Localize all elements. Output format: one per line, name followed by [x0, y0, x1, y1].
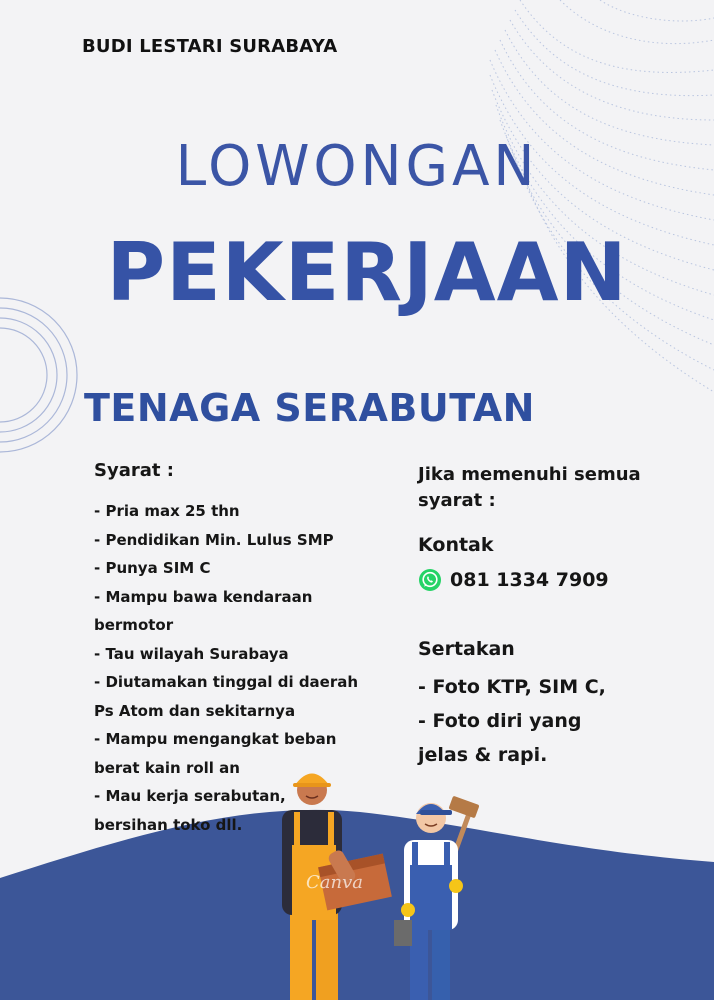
requirement-item: - Tau wilayah Surabaya [94, 644, 289, 663]
canva-watermark: Canva [306, 872, 363, 893]
requirement-item: bersihan toko dll. [94, 815, 243, 834]
requirement-item: - Diutamakan tinggal di daerah [94, 673, 359, 691]
requirements-title: Syarat : [94, 460, 174, 481]
contact-intro: Jika memenuhi semua syarat : [418, 464, 641, 511]
requirement-item: - Mampu mengangkat beban [94, 730, 337, 748]
company-name: BUDI LESTARI SURABAYA [82, 36, 338, 57]
headline-pekerjaan: PEKERJAAN [106, 226, 628, 319]
requirement-item: - Mau kerja serabutan, [94, 787, 286, 805]
phone-number[interactable]: 081 1334 7909 [450, 569, 609, 591]
requirement-item: - Pria max 25 thn [94, 502, 240, 520]
worker-cleaner [394, 796, 480, 1000]
requirement-item: - Punya SIM C [94, 559, 211, 577]
requirement-item: - Mampu bawa kendaraan [94, 587, 313, 606]
headline-lowongan: LOWONGAN [175, 134, 539, 199]
requirement-item: berat kain roll an [94, 758, 240, 777]
concentric-arcs [0, 298, 77, 452]
whatsapp-icon [418, 568, 442, 592]
requirement-item: Ps Atom dan sekitarnya [94, 701, 296, 720]
contact-section [418, 462, 658, 772]
workers-illustration [260, 760, 490, 1000]
attachments-list [418, 670, 658, 772]
requirement-item: bermotor [94, 616, 174, 634]
contact-label: Kontak [418, 534, 494, 556]
phone-row [418, 568, 658, 592]
attachment-item: jelas & rapi. [418, 744, 548, 766]
requirement-item: - Pendidikan Min. Lulus SMP [94, 530, 334, 549]
attachments-label: Sertakan [418, 638, 515, 660]
attachment-item: - Foto diri yang [418, 710, 582, 732]
position-title: TENAGA SERABUTAN [84, 386, 535, 430]
attachment-item: - Foto KTP, SIM C, [418, 676, 606, 698]
